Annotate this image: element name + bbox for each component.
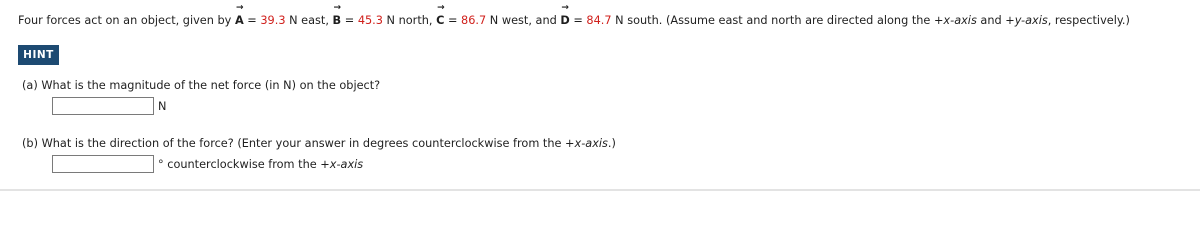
part-b-question: (b) What is the direction of the force? (Enter your answer in degrees counterclockwise from the +x-axis.) [22,137,616,150]
vector-a: → A [234,3,244,27]
part-a-question: (a) What is the magnitude of the net force (in N) on the object? [22,79,381,92]
intro-text: Four forces act on an object, given by [18,14,235,27]
part-a-answer-row [52,97,166,115]
force-d-value: 84.7 [586,14,612,27]
force-c-value: 86.7 [461,14,487,27]
y-axis-term: +y-axis [1005,14,1048,27]
part-a-unit: N [158,99,167,113]
divider [0,189,1200,191]
force-a-value: 39.3 [260,14,286,27]
hint-button[interactable]: HINT [18,45,59,65]
x-axis-term: +x-axis [933,14,977,27]
vector-d: → D [560,3,570,27]
problem-statement: Four forces act on an object, given by → A = 39.3 N east, → B = 45.3 N north, → C = 86.7 N west, and → D = 84.7 N south. (Assume east and north are directed along the +x-axis and +y-axis, respectively.) [18,12,1130,30]
force-b-value: 45.3 [357,14,383,27]
part-b-unit: ° counterclockwise from the +x-axis [158,157,364,171]
vector-arrow-icon: → [561,3,569,13]
part-b-answer-input[interactable] [52,155,154,173]
part-a-answer-input[interactable] [52,97,154,115]
vector-c: → C [436,3,445,27]
part-b-answer-row [52,155,363,173]
vector-arrow-icon: → [437,3,445,13]
vector-arrow-icon: → [333,3,342,13]
vector-arrow-icon: → [235,3,244,13]
vector-b: → B [332,3,342,27]
